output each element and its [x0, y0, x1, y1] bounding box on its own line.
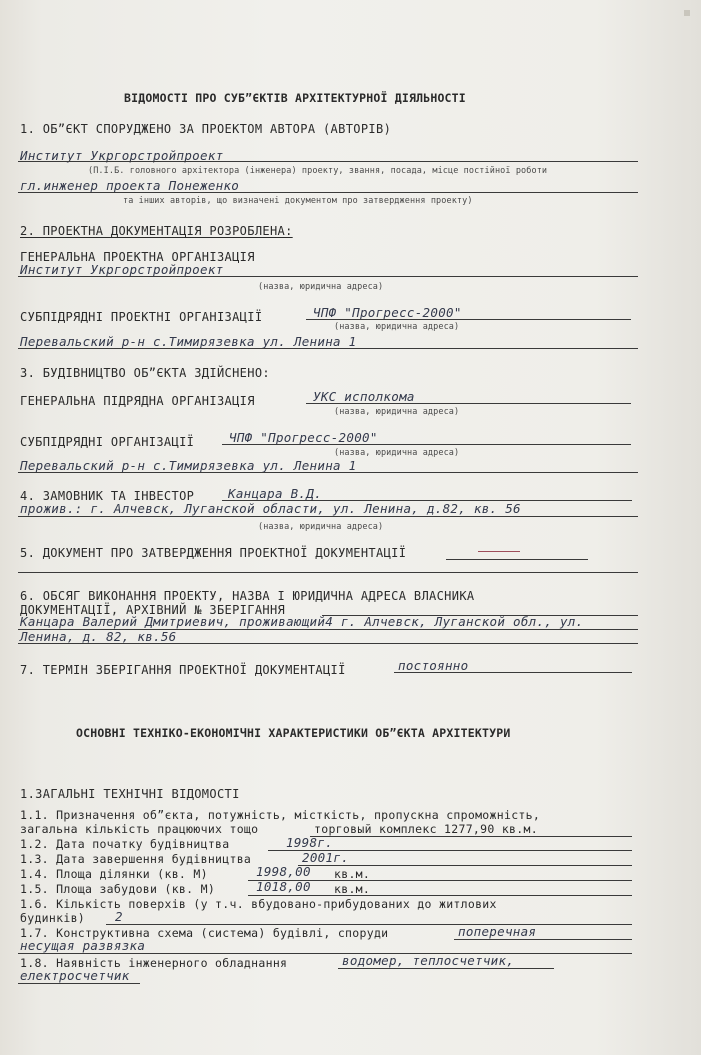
- section-1-caption-1: (П.І.Б. головного архітектора (інженера) проекту, звання, посада, місце постійної роботи: [88, 166, 548, 176]
- section-2-sub-label: СУБПІДРЯДНІ ПРОЕКТНІ ОРГАНІЗАЦІЇ: [20, 310, 263, 324]
- item-1-4-value: 1998,00: [256, 864, 311, 879]
- section-1-caption-2: та інших авторів, що визначені документом про затвердження проекту): [123, 196, 473, 206]
- section-3-general-label: ГЕНЕРАЛЬНА ПІДРЯДНА ОРГАНІЗАЦІЯ: [20, 394, 255, 408]
- field-line: [394, 672, 632, 673]
- item-1-6-line-2: будинків): [20, 911, 86, 925]
- item-1-8-label: 1.8. Наявність інженерного обладнання: [20, 956, 288, 970]
- field-line: [18, 516, 638, 517]
- item-1-5-unit: кв.м.: [334, 882, 371, 896]
- item-1-1-line-1: 1.1. Призначення об”єкта, потужність, місткість, пропускна спроможність,: [20, 808, 541, 822]
- field-line: [454, 939, 632, 940]
- item-1-7-value-2: несущая развязка: [20, 938, 146, 953]
- field-line: [18, 643, 638, 644]
- field-line: [306, 319, 631, 320]
- item-1-2-label: 1.2. Дата початку будівництва: [20, 837, 230, 851]
- field-line: [18, 161, 638, 162]
- section-title-2: ОСНОВНІ ТЕХНІКО-ЕКОНОМІЧНІ ХАРАКТЕРИСТИКИ ОБ”ЄКТА АРХІТЕКТУРИ: [76, 726, 511, 740]
- section-7-value: постоянно: [398, 658, 469, 673]
- section-6-value-2: Ленина, д. 82, кв.56: [20, 629, 177, 644]
- field-line: [18, 983, 140, 984]
- field-line: [338, 968, 554, 969]
- top-edge-mark: [684, 10, 690, 16]
- item-1-5-label: 1.5. Площа забудови (кв. М): [20, 882, 216, 896]
- item-1-5-value: 1018,00: [256, 879, 311, 894]
- section-3-caption: (назва, юридична адреса): [334, 407, 460, 417]
- section-2-sub-value: ЧПФ "Прогресс-2000": [313, 305, 462, 320]
- section-4-caption: (назва, юридична адреса): [258, 522, 384, 532]
- item-1-3-label: 1.3. Дата завершення будівництва: [20, 852, 252, 866]
- section-6-line-2: ДОКУМЕНТАЦІЇ, АРХІВНИЙ № ЗБЕРІГАННЯ: [20, 603, 286, 617]
- field-line: [18, 276, 638, 277]
- section-2-heading: 2. ПРОЕКТНА ДОКУМЕНТАЦІЯ РОЗРОБЛЕНА:: [20, 224, 293, 238]
- section-1-author-value: Институт Укргорстройпроект: [20, 148, 224, 163]
- field-line: [18, 192, 638, 193]
- item-1-3-value: 2001г.: [302, 850, 349, 865]
- section-3-sub-label: СУБПІДРЯДНІ ОРГАНІЗАЦІЇ: [20, 435, 195, 449]
- field-line: [18, 953, 632, 954]
- section-6-line-1: 6. ОБСЯГ ВИКОНАННЯ ПРОЕКТУ, НАЗВА І ЮРИДИЧНА АДРЕСА ВЛАСНИКА: [20, 589, 475, 603]
- field-line: [106, 924, 632, 925]
- section-1-heading: 1. ОБ”ЄКТ СПОРУДЖЕНО ЗА ПРОЕКТОМ АВТОРА (АВТОРІВ): [20, 122, 392, 136]
- item-1-7-value-1: поперечная: [458, 924, 537, 939]
- item-1-2-value: 1998г.: [286, 835, 333, 850]
- item-1-4-unit: кв.м.: [334, 867, 371, 881]
- section-1-author-value-2: гл.инженер проекта Понеженко: [20, 178, 240, 193]
- field-line: [446, 559, 588, 560]
- section-2-general-label: ГЕНЕРАЛЬНА ПРОЕКТНА ОРГАНІЗАЦІЯ: [20, 250, 255, 264]
- item-1-7-label: 1.7. Конструктивна схема (система) будівлі, споруди: [20, 926, 389, 940]
- section-4-value-1: Канцара В.Д.: [228, 486, 322, 501]
- item-1-8-value-1: водомер, теплосчетчик,: [342, 953, 515, 968]
- field-line: [248, 895, 632, 896]
- section-5-label: 5. ДОКУМЕНТ ПРО ЗАТВЕРДЖЕННЯ ПРОЕКТНОЇ ДОКУМЕНТАЦІЇ: [20, 546, 407, 560]
- item-1-8-value-2: електросчетчик: [20, 968, 130, 983]
- section-2-caption-2: (назва, юридична адреса): [334, 322, 460, 332]
- document-title: ВІДОМОСТІ ПРО СУБ”ЄКТІВ АРХІТЕКТУРНОЇ ДІЯЛЬНОСТІ: [124, 91, 466, 105]
- tech-heading: 1.ЗАГАЛЬНІ ТЕХНІЧНІ ВІДОМОСТІ: [20, 787, 240, 801]
- field-line: [222, 444, 631, 445]
- field-line: [306, 403, 631, 404]
- section-4-value-2: прожив.: г. Алчевск, Луганской области, ул. Ленина, д.82, кв. 56: [20, 501, 521, 516]
- section-6-value-1: Канцара Валерий Дмитриевич, проживающий4 г. Алчевск, Луганской обл., ул.: [20, 614, 584, 629]
- section-3-address: Перевальский р-н с.Тимирязевка ул. Ленина 1: [20, 458, 357, 473]
- section-7-label: 7. ТЕРМІН ЗБЕРІГАННЯ ПРОЕКТНОЇ ДОКУМЕНТАЦІЇ: [20, 663, 346, 677]
- item-1-1-line-2: загальна кількість працюючих тощо: [20, 822, 259, 836]
- dash-mark: [478, 551, 520, 552]
- field-line: [298, 865, 632, 866]
- section-2-address: Перевальский р-н с.Тимирязевка ул. Ленина 1: [20, 334, 357, 349]
- item-1-1-value: торговый комплекс 1277,90 кв.м.: [314, 822, 538, 836]
- section-3-sub-value: ЧПФ "Прогресс-2000": [229, 430, 378, 445]
- section-3-general-value: УКС исполкома: [313, 389, 415, 404]
- section-2-caption: (назва, юридична адреса): [258, 282, 384, 292]
- item-1-4-label: 1.4. Площа ділянки (кв. М): [20, 867, 208, 881]
- item-1-6-line-1: 1.6. Кількість поверхів (у т.ч. вбудовано-прибудованих до житлових: [20, 897, 497, 911]
- section-3-heading: 3. БУДІВНИЦТВО ОБ”ЄКТА ЗДІЙСНЕНО:: [20, 366, 270, 380]
- field-line: [18, 348, 638, 349]
- section-3-caption-2: (назва, юридична адреса): [334, 448, 460, 458]
- field-line: [18, 572, 638, 573]
- field-line: [18, 472, 638, 473]
- section-2-general-value: Институт Укргорстройпроект: [20, 262, 224, 277]
- field-line: [310, 836, 632, 837]
- item-1-6-value: 2: [115, 909, 123, 924]
- section-4-label: 4. ЗАМОВНИК ТА ІНВЕСТОР: [20, 489, 195, 503]
